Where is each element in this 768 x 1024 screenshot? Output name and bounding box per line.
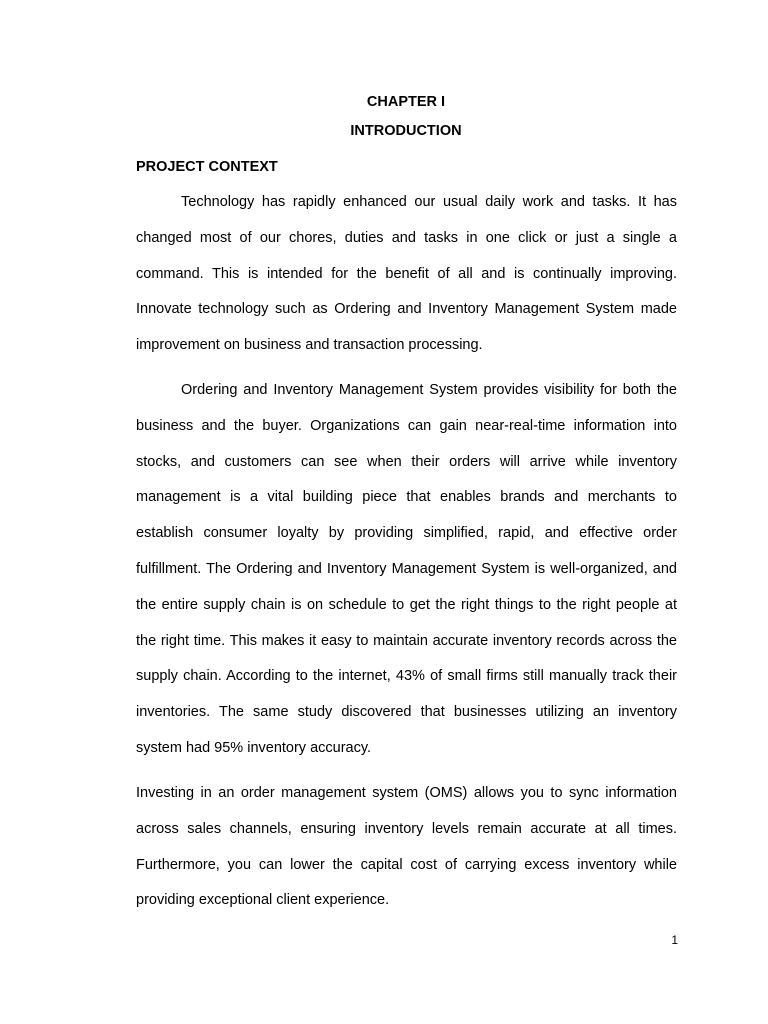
paragraph: Ordering and Inventory Management System provides visibility for both the business and the buyer. Organizations can gain near-real-time information into stocks, and customers can see when their orders will arrive while inventory management is a vital building piece that enables brands and merchants to establish consumer loyalty by providing simplified, rapid, and effective order fulfillment. The Ordering and Inventory Management System is well-organized, and the entire supply chain is on schedule to get the right things to the right people at the right time. This makes it easy to maintain accurate inventory records across the supply chain. According to the internet, 43% of small firms still manually track their inventories. The same study discovered that businesses utilizing an inventory system had 95% inventory accuracy. bbox=[136, 382, 677, 756]
paragraph: Investing in an order management system (OMS) allows you to sync information across sales channels, ensuring inventory levels remain accurate at all times. Furthermore, you can lower the capital cost of carrying excess inventory while providing exceptional client experience. bbox=[136, 785, 677, 909]
paragraph: Technology has rapidly enhanced our usual daily work and tasks. It has changed most of our chores, duties and tasks in one click or just a single a command. This is intended for the benefit of all and is continually improving. Innovate technology such as Ordering and Inventory Management System made improvement on business and transaction processing. bbox=[136, 194, 677, 354]
page-number: 1 bbox=[671, 933, 678, 947]
section-heading: PROJECT CONTEXT bbox=[136, 159, 278, 175]
chapter-title: CHAPTER I bbox=[366, 94, 446, 110]
chapter-heading: INTRODUCTION bbox=[350, 123, 462, 139]
